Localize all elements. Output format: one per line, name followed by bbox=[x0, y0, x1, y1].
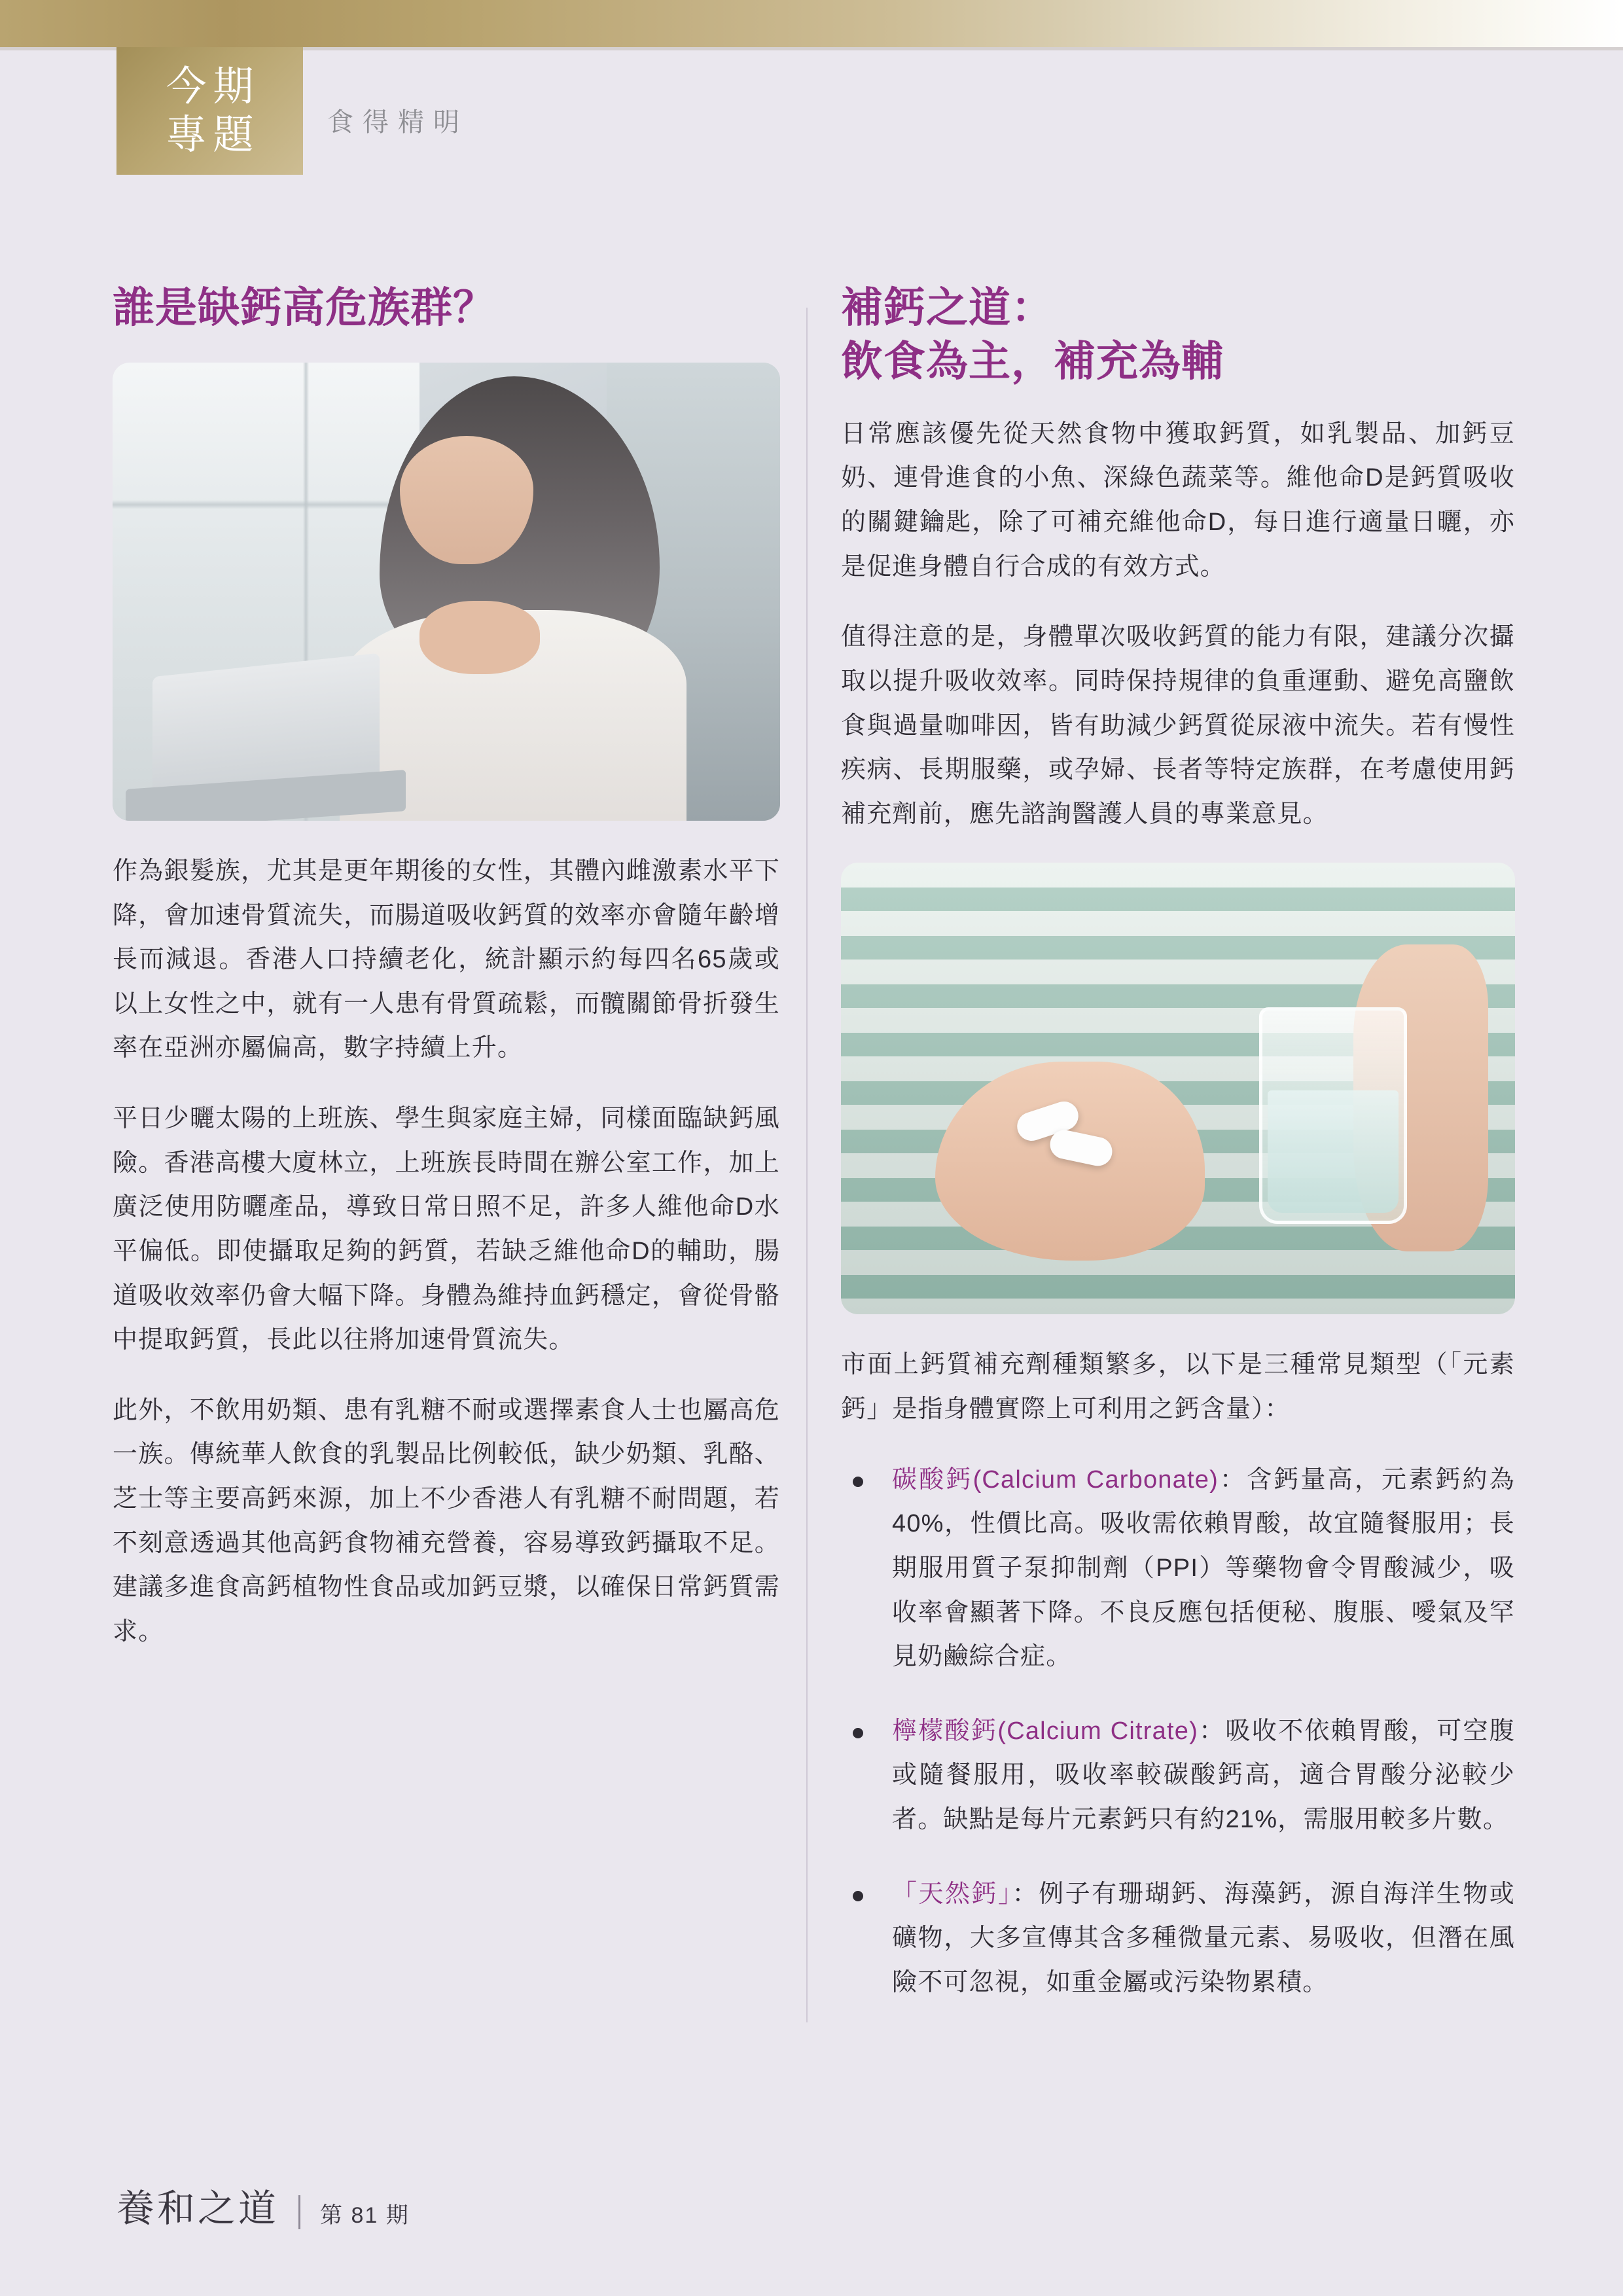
section-tag-box bbox=[116, 47, 303, 175]
right-heading bbox=[841, 281, 1515, 389]
top-gold-band bbox=[0, 0, 1623, 47]
right-heading-line-1: 補鈣之道： bbox=[841, 284, 1054, 331]
list-item-text: ：含鈣量高，元素鈣約為40%，性價比高。吸收需依賴胃酸，故宜隨餐服用；長期服用質子泵抑制劑（PPI）等藥物會令胃酸減少，吸收率會顯著下降。不良反應包括便秘、腹脹、噯氣及罕見奶鹼綜合症。 bbox=[892, 1465, 1516, 1671]
section-caption: 食得精明 bbox=[327, 108, 469, 137]
left-paragraph-3: 此外，不飲用奶類、患有乳糖不耐或選擇素食人士也屬高危一族。傳統華人飲食的乳製品比例較低，缺少奶類、乳酪、芝士等主要高鈣來源，加上不少香港人有乳糖不耐問題，若不刻意透過其他高鈣食物補充營養，容易導致鈣攝取不足。建議多進食高鈣植物性食品或加鈣豆漿，以確保日常鈣質需求。 bbox=[113, 1396, 780, 1645]
publication-logo-cn: 養和之道 bbox=[116, 2187, 279, 2230]
list-item-term: 檸檬酸鈣(Calcium Citrate) bbox=[892, 1717, 1198, 1745]
left-column bbox=[113, 281, 780, 1681]
list-item-term: 碳酸鈣(Calcium Carbonate) bbox=[892, 1465, 1219, 1494]
issue-number: 第 81 期 bbox=[320, 2203, 410, 2228]
left-paragraph-2: 平日少曬太陽的上班族、學生與家庭主婦，同樣面臨缺鈣風險。香港高樓大廈林立，上班族長時間在辦公室工作，加上廣泛使用防曬產品，導致日常日照不足，許多人維他命D水平偏低。即使攝取足夠的鈣質，若缺乏維他命D的輔助，腸道吸收效率仍會大幅下降。身體為維持血鈣穩定，會從骨骼中提取鈣質，長此以往將加速骨質流失。 bbox=[113, 1105, 780, 1354]
photo-pills-and-water bbox=[841, 863, 1515, 1314]
right-heading-line-2: 飲食為主，補充為輔 bbox=[841, 337, 1224, 385]
list-item bbox=[841, 1873, 1515, 2005]
photo-woman-at-laptop bbox=[113, 363, 780, 821]
footer bbox=[116, 2187, 410, 2233]
footer-divider bbox=[298, 2195, 300, 2229]
right-list-intro: 市面上鈣質補充劑種類繁多，以下是三種常見類型（「元素鈣」是指身體實際上可利用之鈣含量）： bbox=[841, 1351, 1515, 1424]
right-column bbox=[841, 281, 1515, 2036]
list-item-text: ：吸收不依賴胃酸，可空腹或隨餐服用，吸收率較碳酸鈣高，適合胃酸分泌較少者。缺點是每片元素鈣只有約21%，需服用較多片數。 bbox=[892, 1717, 1515, 1834]
list-item-term: 「天然鈣」 bbox=[892, 1880, 1012, 1908]
list-item bbox=[841, 1458, 1515, 1679]
section-tag-line-2: 專題 bbox=[166, 112, 260, 158]
publication-logo bbox=[116, 2187, 279, 2233]
right-paragraph-2: 值得注意的是，身體單次吸收鈣質的能力有限，建議分次攝取以提升吸收效率。同時保持規律的負重運動、避免高鹽飲食與過量咖啡因，皆有助減少鈣質從尿液中流失。若有慢性疾病、長期服藥，或孕婦、長者等特定族群，在考慮使用鈣補充劑前，應先諮詢醫護人員的專業意見。 bbox=[841, 623, 1515, 828]
right-paragraph-1: 日常應該優先從天然食物中獲取鈣質，如乳製品、加鈣豆奶、連骨進食的小魚、深綠色蔬菜等。維他命D是鈣質吸收的關鍵鑰匙，除了可補充維他命D，每日進行適量日曬，亦是促進身體自行合成的有效方式。 bbox=[841, 420, 1515, 581]
list-item bbox=[841, 1710, 1515, 1842]
list-item-text: ：例子有珊瑚鈣、海藻鈣，源自海洋生物或礦物，大多宣傳其含多種微量元素、易吸收，但潛在風險不可忽視，如重金屬或污染物累積。 bbox=[892, 1880, 1515, 1996]
left-paragraph-1: 作為銀髮族，尤其是更年期後的女性，其體內雌激素水平下降，會加速骨質流失，而腸道吸收鈣質的效率亦會隨年齡增長而減退。香港人口持續老化，統計顯示約每四名65歲或以上女性之中，就有一人患有骨質疏鬆，而髖關節骨折發生率在亞洲亦屬偏高，數字持續上升。 bbox=[113, 857, 780, 1062]
column-divider bbox=[806, 308, 808, 2022]
left-heading: 誰是缺鈣高危族群？ bbox=[113, 284, 495, 331]
supplement-type-list bbox=[841, 1458, 1515, 2005]
section-tag-line-1: 今期 bbox=[166, 64, 260, 110]
